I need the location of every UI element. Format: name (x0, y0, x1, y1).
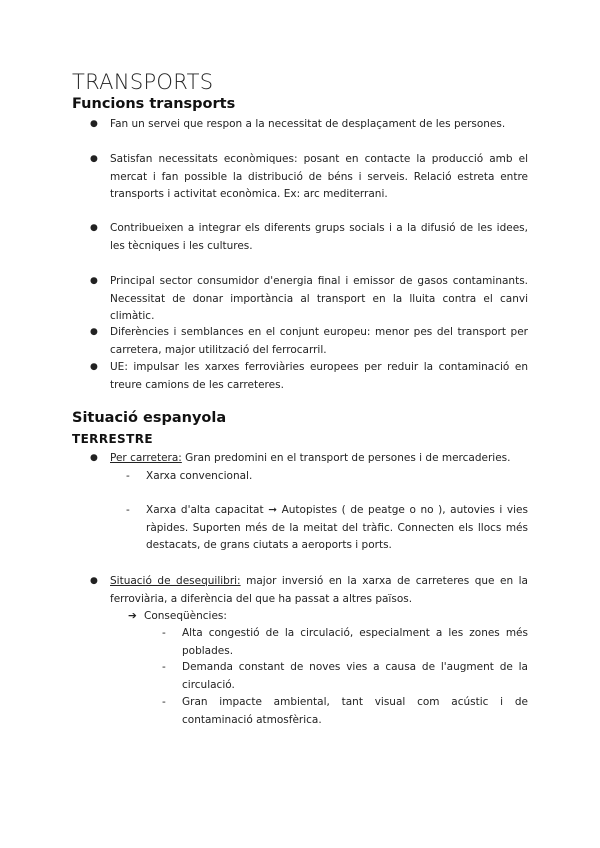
list-item (90, 220, 528, 255)
page-title: TRANSPORTS (72, 70, 214, 94)
section-heading-functions: Funcions transports (72, 96, 236, 112)
list-item-text: UE: impulsar les xarxes ferroviàries europees per reduir la contaminació en treure camions de les carreteres. (110, 361, 528, 391)
bullet-icon: ● (90, 154, 98, 164)
dash-icon: - (126, 504, 130, 516)
list-item (90, 273, 528, 326)
bullet-icon: ● (90, 223, 98, 233)
imbalance-text: major inversió en la xarxa de carreteres que en la ferroviària, a diferència del que ha passat a altres països. (110, 575, 528, 605)
list-item-text: Diferències i semblances en el conjunt europeu: menor pes del transport per carretera, major utilització del ferrocarril. (110, 326, 528, 356)
list-item (90, 151, 528, 204)
sub-list-item (126, 468, 528, 486)
bullet-icon: ● (90, 327, 98, 337)
consequence-text: Alta congestió de la circulació, especialment a les zones més poblades. (182, 627, 528, 657)
list-item-text: Fan un servei que respon a la necessitat de desplaçament de les persones. (110, 118, 506, 130)
consequences-label: Conseqüències: (144, 610, 227, 622)
bullet-icon: ● (90, 576, 98, 586)
consequence-item (162, 625, 528, 660)
list-item (90, 359, 528, 394)
list-item (90, 324, 528, 359)
list-item-imbalance (90, 573, 528, 608)
dash-icon: - (162, 661, 166, 673)
list-item-text: Contribueixen a integrar els diferents grups socials i a la difusió de les idees, les tècniques i les cultures. (110, 222, 528, 252)
consequence-text: Demanda constant de noves vies a causa de l'augment de la circulació. (182, 661, 528, 691)
imbalance-label: Situació de desequilibri: (110, 575, 241, 587)
sub-list-item-text: Xarxa d'alta capacitat ➞ Autopistes ( de peatge o no ), autovies i vies ràpides. Suporten més de la meitat del tràfic. Connecten els llocs més destacats, de grans ciutats a aeroports i ports. (146, 504, 528, 551)
consequence-text: Gran impacte ambiental, tant visual com acústic i de contaminació atmosfèrica. (182, 696, 528, 726)
list-item (90, 116, 528, 134)
list-item-road (90, 450, 528, 468)
road-text: Gran predomini en el transport de persones i de mercaderies. (181, 452, 511, 464)
dash-icon: - (126, 470, 130, 482)
arrow-right-icon: ➔ (128, 610, 137, 622)
subheading-terrestre: TERRESTRE (72, 432, 153, 446)
list-item-text: Principal sector consumidor d'energia final i emissor de gasos contaminants. Necessitat de donar importància al transport en la lluita contra el canvi climàtic. (110, 275, 528, 322)
bullet-icon: ● (90, 453, 98, 463)
sub-list-item (126, 502, 528, 555)
dash-icon: - (162, 696, 166, 708)
bullet-icon: ● (90, 119, 98, 129)
consequences-item (128, 608, 227, 626)
bullet-icon: ● (90, 362, 98, 372)
consequence-item (162, 694, 528, 729)
consequence-item (162, 659, 528, 694)
dash-icon: - (162, 627, 166, 639)
list-item-text: Satisfan necessitats econòmiques: posant en contacte la producció amb el mercat i fan possible la distribució de béns i serveis. Relació estreta entre transports i activitat econòmica. Ex: arc mediterrani. (110, 153, 528, 200)
sub-list-item-text: Xarxa convencional. (146, 470, 253, 482)
bullet-icon: ● (90, 276, 98, 286)
road-label: Per carretera: (110, 452, 182, 464)
section-heading-spain: Situació espanyola (72, 410, 227, 426)
